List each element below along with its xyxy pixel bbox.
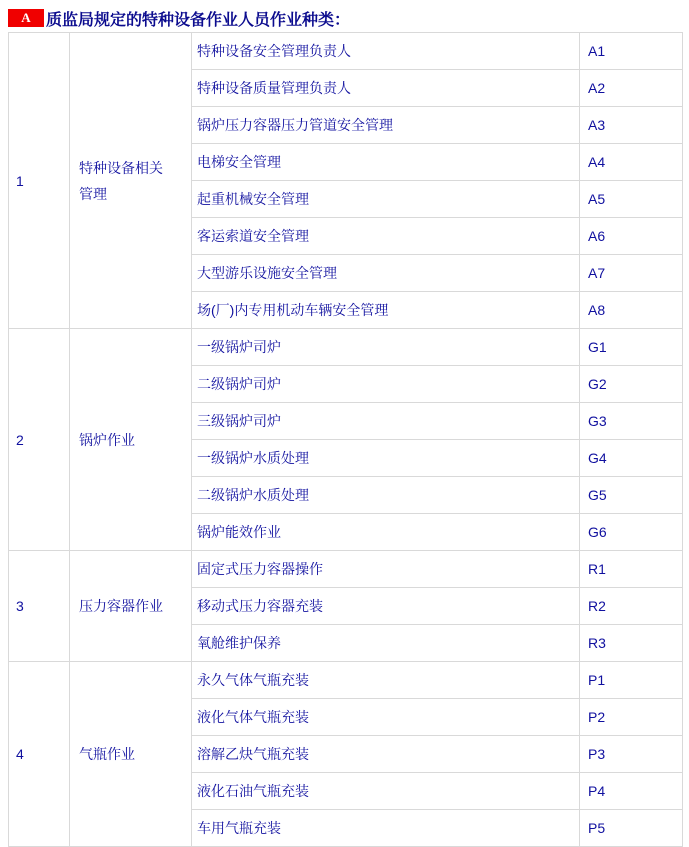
job-name-cell: 一级锅炉司炉 <box>192 329 580 366</box>
job-code-cell: G3 <box>580 403 683 440</box>
job-name-cell: 氧舱维护保养 <box>192 625 580 662</box>
job-name-cell: 溶解乙炔气瓶充装 <box>192 736 580 773</box>
job-name-cell: 特种设备安全管理负责人 <box>192 33 580 70</box>
table-row <box>9 551 683 588</box>
job-code-cell: R2 <box>580 588 683 625</box>
job-name-cell: 客运索道安全管理 <box>192 218 580 255</box>
job-code-cell: R3 <box>580 625 683 662</box>
section-category-cell: 气瓶作业 <box>70 662 192 847</box>
job-code-cell: P4 <box>580 773 683 810</box>
section-letter-badge: A <box>8 9 44 27</box>
section-category-cell: 锅炉作业 <box>70 329 192 551</box>
job-code-cell: P3 <box>580 736 683 773</box>
job-code-cell: G1 <box>580 329 683 366</box>
job-code-cell: A1 <box>580 33 683 70</box>
job-name-cell: 移动式压力容器充装 <box>192 588 580 625</box>
job-code-cell: G6 <box>580 514 683 551</box>
job-name-cell: 三级锅炉司炉 <box>192 403 580 440</box>
job-code-cell: G2 <box>580 366 683 403</box>
job-code-cell: A6 <box>580 218 683 255</box>
job-name-cell: 车用气瓶充装 <box>192 810 580 847</box>
section-category-cell: 特种设备相关管理 <box>70 33 192 329</box>
job-code-cell: G5 <box>580 477 683 514</box>
job-name-cell: 固定式压力容器操作 <box>192 551 580 588</box>
job-code-cell: A2 <box>580 70 683 107</box>
job-name-cell: 一级锅炉水质处理 <box>192 440 580 477</box>
table-row <box>9 662 683 699</box>
section-number-cell: 3 <box>9 551 70 662</box>
job-name-cell: 锅炉能效作业 <box>192 514 580 551</box>
job-name-cell: 液化石油气瓶充装 <box>192 773 580 810</box>
job-name-cell: 场(厂)内专用机动车辆安全管理 <box>192 292 580 329</box>
table-row <box>9 33 683 70</box>
job-name-cell: 电梯安全管理 <box>192 144 580 181</box>
section-number-cell: 4 <box>9 662 70 847</box>
job-categories-table <box>8 32 683 847</box>
section-category-cell: 压力容器作业 <box>70 551 192 662</box>
job-code-cell: R1 <box>580 551 683 588</box>
job-name-cell: 特种设备质量管理负责人 <box>192 70 580 107</box>
job-code-cell: A5 <box>580 181 683 218</box>
table-row <box>9 329 683 366</box>
job-code-cell: P2 <box>580 699 683 736</box>
job-code-cell: A3 <box>580 107 683 144</box>
job-code-cell: P5 <box>580 810 683 847</box>
job-code-cell: G4 <box>580 440 683 477</box>
job-name-cell: 锅炉压力容器压力管道安全管理 <box>192 107 580 144</box>
job-name-cell: 液化气体气瓶充装 <box>192 699 580 736</box>
section-number-cell: 1 <box>9 33 70 329</box>
job-code-cell: A7 <box>580 255 683 292</box>
page-title: 质监局规定的特种设备作业人员作业种类： <box>46 11 351 29</box>
job-name-cell: 永久气体气瓶充装 <box>192 662 580 699</box>
page-title-row <box>8 8 689 28</box>
job-code-cell: A8 <box>580 292 683 329</box>
job-code-cell: A4 <box>580 144 683 181</box>
job-name-cell: 二级锅炉水质处理 <box>192 477 580 514</box>
job-code-cell: P1 <box>580 662 683 699</box>
section-number-cell: 2 <box>9 329 70 551</box>
job-name-cell: 大型游乐设施安全管理 <box>192 255 580 292</box>
job-name-cell: 起重机械安全管理 <box>192 181 580 218</box>
job-name-cell: 二级锅炉司炉 <box>192 366 580 403</box>
